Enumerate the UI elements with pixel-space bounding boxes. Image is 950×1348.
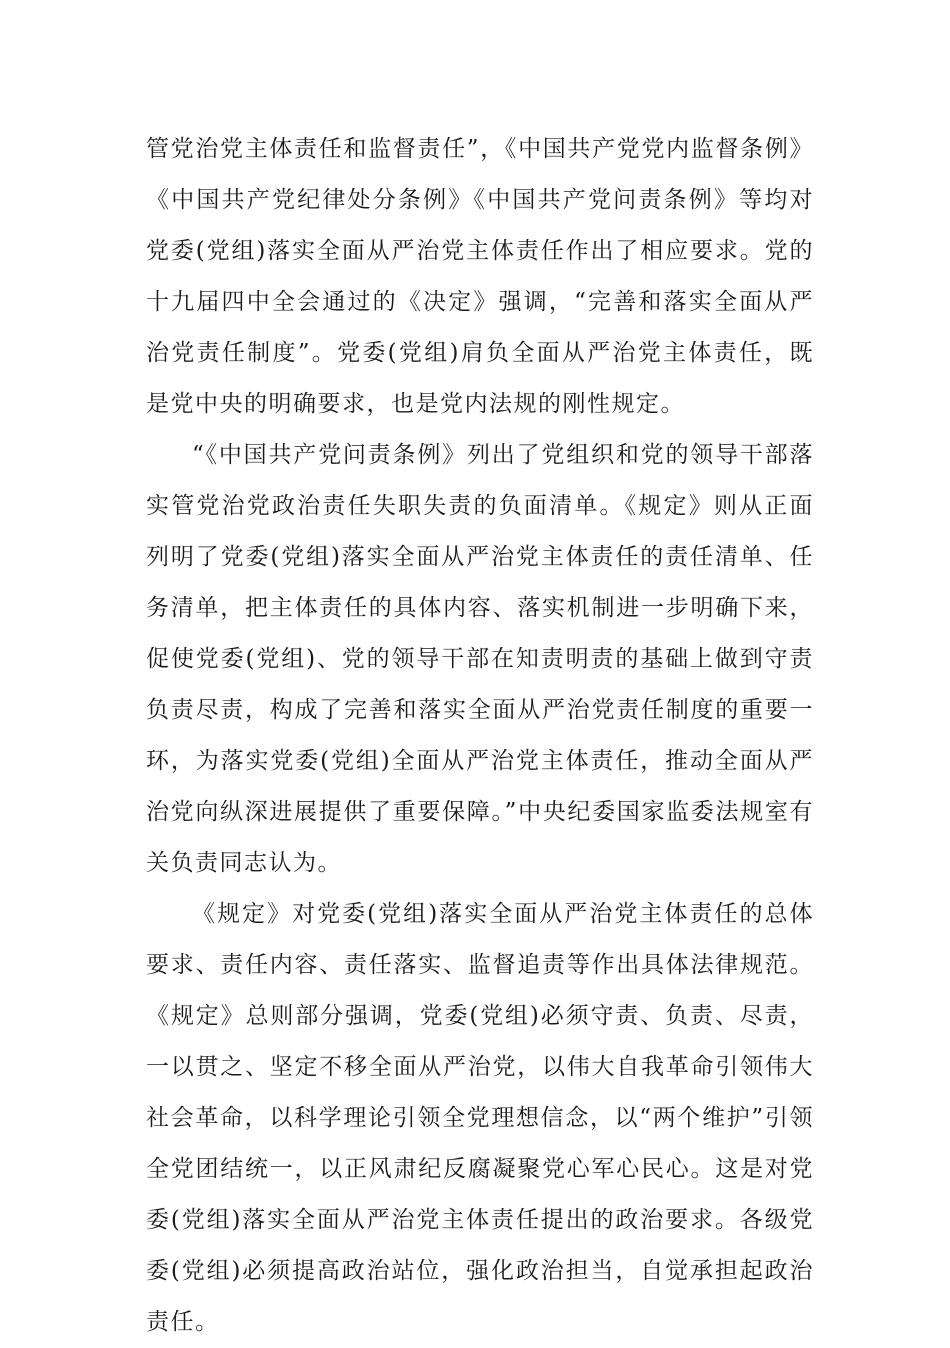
paragraph-2: “《中国共产党问责条例》列出了党组织和党的领导干部落实管党治党政治责任失职失责的负面清单。《规定》则从正面列明了党委(党组)落实全面从严治党主体责任的责任清单、任务清单，把主体责任的具体内容、落实机制进一步明确下来，促使党委(党组)、党的领导干部在知责明责的基础上做到守责负责尽责，构成了完善和落实全面从严治党责任制度的重要一环，为落实党委(党组)全面从严治党主体责任，推动全面从严治党向纵深进展提供了重要保障。”中央纪委国家监委法规室有关负责同志认为。 — [146, 442, 814, 876]
paragraph-1: 管党治党主体责任和监督责任”，《中国共产党党内监督条例》《中国共产党纪律处分条例》《中国共产党问责条例》等均对党委(党组)落实全面从严治党主体责任作出了相应要求。党的十九届四中全会通过的《决定》强调，“完善和落实全面从严治党责任制度”。党委(党组)肩负全面从严治党主体责任，既是党中央的明确要求，也是党内法规的刚性规定。 — [146, 136, 814, 417]
paragraph-3: 《规定》对党委(党组)落实全面从严治党主体责任的总体要求、责任内容、责任落实、监督追责等作出具体法律规范。《规定》总则部分强调，党委(党组)必须守责、负责、尽责，一以贯之、坚定不移全面从严治党，以伟大自我革命引领伟大社会革命，以科学理论引领全党理想信念，以“两个维护”引领全党团结统一，以正风肃纪反腐凝聚党心军心民心。这是对党委(党组)落实全面从严治党主体责任提出的政治要求。各级党委(党组)必须提高政治站位，强化政治担当，自觉承担起政治责任。 — [146, 901, 814, 1335]
document-body — [146, 124, 814, 1348]
